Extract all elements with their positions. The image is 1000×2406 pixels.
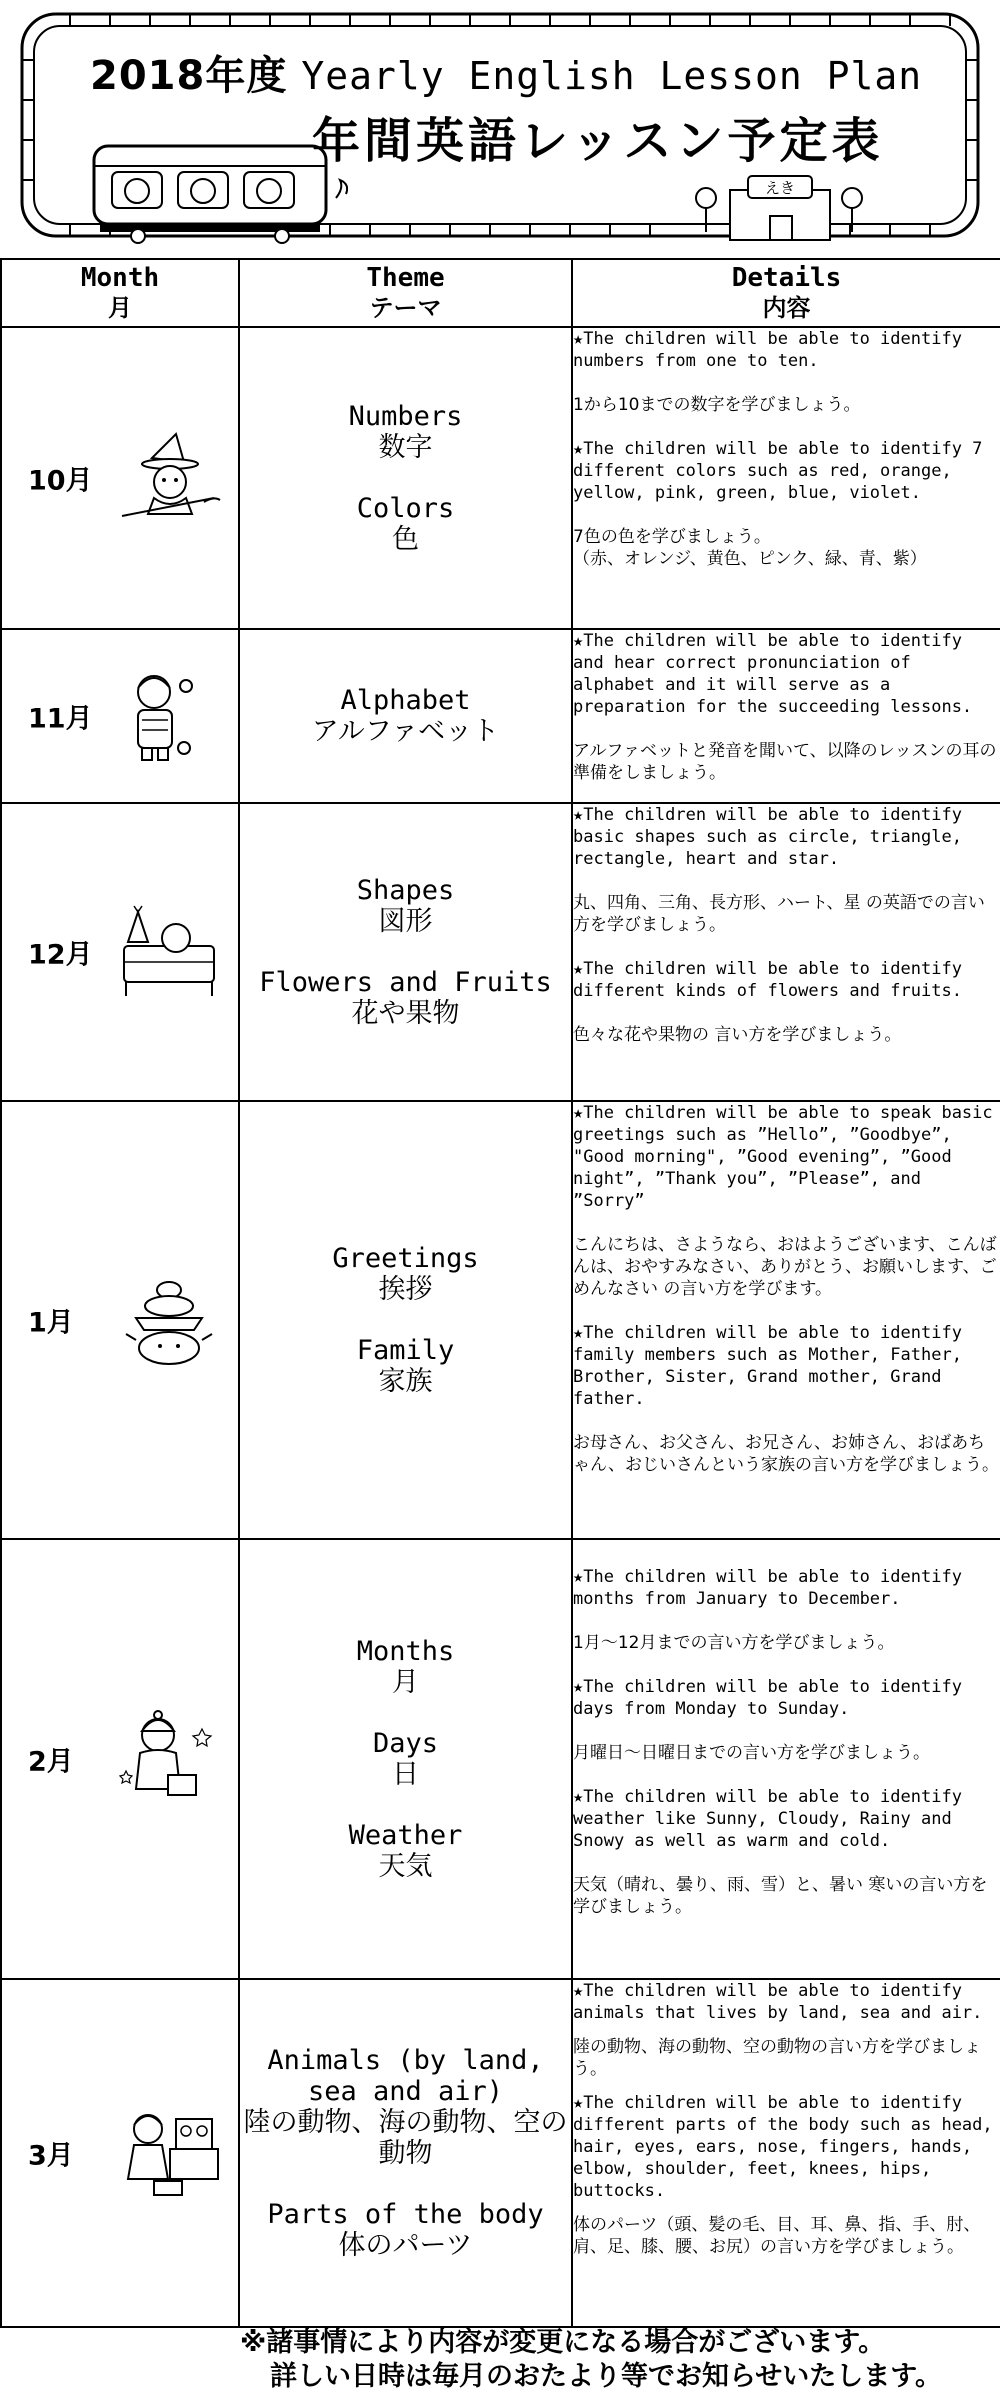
title-english: Yearly English Lesson Plan <box>301 54 923 98</box>
column-header-month: Month 月 <box>1 259 239 327</box>
details-cell <box>572 1539 1000 1979</box>
column-header-theme: Theme テーマ <box>239 259 572 327</box>
detail-en: ★The children will be able to identify family members such as Mother, Father, Brother, Sister, Grand mother, Grand father. <box>573 1323 962 1409</box>
train-icon <box>88 136 348 246</box>
theme-en: Parts of the body <box>267 2199 544 2230</box>
month-label: 2月 <box>28 1746 74 1778</box>
detail-en: ★The children will be able to identify different parts of the body such as head, hair, eyes, ears, nose, fingers, hands, elbow, shoulder, feet, knees, hips, buttocks. <box>573 2093 993 2201</box>
theme-cell <box>239 1101 572 1539</box>
theme-cell <box>239 803 572 1101</box>
theme-jp: アルファベット <box>311 716 500 747</box>
page-title-line1 <box>90 44 923 101</box>
theme-en: Family <box>356 1335 455 1366</box>
footnote-line1: ※諸事情により内容が変更になる場合がございます。 <box>240 2327 886 2358</box>
detail-en: ★The children will be able to identify days from Monday to Sunday. <box>573 1677 962 1719</box>
detail-en: ★The children will be able to identify numbers from one to ten. <box>573 329 962 371</box>
table-row <box>1 1101 1000 1539</box>
theme-en: Months <box>356 1636 455 1667</box>
theme-en: Colors <box>356 493 455 524</box>
theme-en: Greetings <box>332 1243 479 1274</box>
theme-jp: 花や果物 <box>351 998 460 1029</box>
month-cell <box>1 327 239 629</box>
detail-jp: 体のパーツ（頭、髪の毛、目、耳、鼻、指、手、肘、肩、足、膝、腰、お尻）の言い方を学びましょう。 <box>573 2215 981 2257</box>
table-row <box>1 327 1000 629</box>
details-cell <box>572 629 1000 803</box>
theme-jp: 図形 <box>378 906 433 937</box>
table-row <box>1 1539 1000 1979</box>
station-icon <box>690 170 870 250</box>
detail-jp: 天気（晴れ、曇り、雨、雪）と、暑い 寒いの言い方を学びましょう。 <box>573 1875 988 1917</box>
detail-jp: 7色の色を学びましょう。 （赤、オレンジ、黄色、ピンク、緑、青、紫） <box>573 527 927 569</box>
theme-jp: 数字 <box>378 432 433 463</box>
title-year: 2018年度 <box>90 53 288 99</box>
theme-en: Alphabet <box>340 685 471 716</box>
detail-jp: アルファベットと発音を聞いて、以降のレッスンの耳の準備をしましょう。 <box>573 741 997 783</box>
table-row <box>1 803 1000 1101</box>
detail-jp: お母さん、お父さん、お兄さん、お姉さん、おばあちゃん、おじいさんという家族の言い方を学びましょう。 <box>573 1433 1000 1475</box>
theme-jp: 色 <box>392 524 419 555</box>
footnote-line2: 詳しい日時は毎月のおたより等でお知らせいたします。 <box>270 2361 943 2392</box>
month-cell <box>1 1539 239 1979</box>
details-cell <box>572 327 1000 629</box>
theme-en: Numbers <box>348 401 463 432</box>
footnote <box>240 2326 942 2394</box>
child-with-backpack-icon <box>114 666 224 766</box>
kagami-mochi-icon <box>114 1270 224 1370</box>
month-label: 1月 <box>28 1307 74 1339</box>
child-with-bean-box-icon <box>114 1709 224 1809</box>
month-cell <box>1 1101 239 1539</box>
theme-jp: 日 <box>392 1759 419 1790</box>
month-label: 3月 <box>28 2140 74 2172</box>
theme-jp: 体のパーツ <box>338 2230 473 2261</box>
detail-jp: 陸の動物、海の動物、空の動物の言い方を学びましょう。 <box>573 2037 981 2079</box>
theme-jp: 月 <box>392 1667 419 1698</box>
detail-jp: こんにちは、さようなら、おはようございます、こんばんは、おやすみなさい、ありがとう、お願いします、ごめんなさい の言い方を学びます。 <box>573 1235 997 1299</box>
detail-jp: 丸、四角、三角、長方形、ハート、星 の英語での言い方を学びましょう。 <box>573 893 985 935</box>
detail-en: ★The children will be able to identify different kinds of flowers and fruits. <box>573 959 962 1001</box>
detail-jp: 1から10までの数字を学びましょう。 <box>573 395 861 415</box>
detail-jp: 色々な花や果物の 言い方を学びましょう。 <box>573 1025 902 1045</box>
detail-jp: 1月～12月までの言い方を学びましょう。 <box>573 1633 895 1653</box>
theme-en: Shapes <box>356 875 455 906</box>
detail-en: ★The children will be able to identify months from January to December. <box>573 1567 962 1609</box>
column-header-details: Details 内容 <box>572 259 1000 327</box>
theme-cell <box>239 327 572 629</box>
witch-cat-icon <box>114 428 224 528</box>
lesson-plan-table <box>0 258 1000 2328</box>
month-cell <box>1 1979 239 2327</box>
theme-jp: 挨拶 <box>378 1274 433 1305</box>
theme-jp: 天気 <box>378 1851 433 1882</box>
month-label: 10月 <box>28 465 93 497</box>
month-label: 11月 <box>28 703 93 735</box>
details-cell <box>572 803 1000 1101</box>
table-row <box>1 629 1000 803</box>
theme-en: Animals (by land, sea and air) <box>267 2045 544 2107</box>
month-label: 12月 <box>28 939 93 971</box>
table-body <box>1 327 1000 2327</box>
station-sign: えき <box>764 179 796 197</box>
month-cell <box>1 629 239 803</box>
detail-en: ★The children will be able to identify animals that lives by land, sea and air. <box>573 1981 983 2023</box>
detail-en: ★The children will be able to identify weather like Sunny, Cloudy, Rainy and Snowy as well as warm and cold. <box>573 1787 962 1851</box>
theme-en: Flowers and Fruits <box>259 967 552 998</box>
month-cell <box>1 803 239 1101</box>
details-cell <box>572 1101 1000 1539</box>
page-title-japanese: 年間英語レッスン予定表 <box>312 113 884 169</box>
theme-cell <box>239 1979 572 2327</box>
table-header <box>1 259 1000 327</box>
details-cell <box>572 1979 1000 2327</box>
detail-en: ★The children will be able to identify 7 different colors such as red, orange, yellow, pink, green, blue, violet. <box>573 439 983 503</box>
theme-jp: 陸の動物、海の動物、空の動物 <box>243 2107 568 2169</box>
girl-with-hina-dolls-icon <box>114 2103 224 2203</box>
theme-cell <box>239 629 572 803</box>
detail-en: ★The children will be able to speak basic greetings such as ”Hello”, ”Goodbye”, "Good morning", ”Good evening”, ”Good night”, ”Thank you”, ”Please”, and ”Sorry” <box>573 1103 993 1211</box>
detail-en: ★The children will be able to identify and hear correct pronunciation of alphabet and it will serve as a preparation for the succeeding lessons. <box>573 631 973 717</box>
theme-cell <box>239 1539 572 1979</box>
detail-en: ★The children will be able to identify basic shapes such as circle, triangle, rectangle, heart and star. <box>573 805 962 869</box>
theme-en: Weather <box>348 1820 463 1851</box>
table-row <box>1 1979 1000 2327</box>
theme-en: Days <box>372 1728 439 1759</box>
detail-jp: 月曜日～日曜日までの言い方を学びましょう。 <box>573 1743 930 1763</box>
header-banner <box>0 0 1000 262</box>
theme-jp: 家族 <box>378 1366 433 1397</box>
child-in-bed-christmas-icon <box>114 902 224 1002</box>
